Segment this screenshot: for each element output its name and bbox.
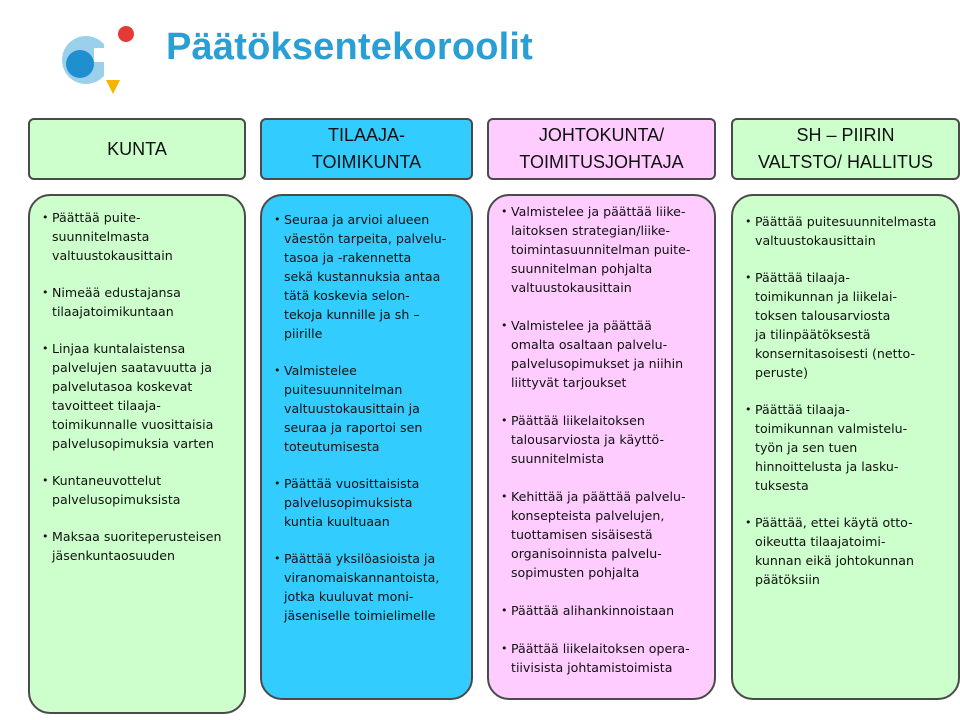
list-item: • Valmistelee ja päättää liike- laitoksen strategian/liike- toimintasuunnitelman puite- suunnitelman pohjalta valtuustokausittain (501, 202, 704, 297)
header-kunta (28, 118, 246, 180)
header-line: JOHTOKUNTA/ (538, 125, 665, 145)
bullet-list (274, 210, 461, 625)
list-item: • Valmistelee puitesuunnitelman valtuustokausittain ja seuraa ja raportoi sen toteutumisesta (274, 361, 461, 456)
list-item: • Päättää puite- suunnitelmasta valtuustokausittain (42, 208, 234, 265)
logo-yellow-triangle (106, 80, 120, 94)
list-item: • Kuntaneuvottelut palvelusopimuksista (42, 471, 234, 509)
list-item: • Päättää yksilöasioista ja viranomaiskannantoista, jotka kuuluvat moni- jäseniselle toimielimelle (274, 549, 461, 625)
list-item: • Valmistelee ja päättää omalta osaltaan palvelu- palvelusopimukset ja niihin liittyvät tarjoukset (501, 316, 704, 392)
list-item: • Päättää vuosittaisista palvelusopimuksista kuntia kuultuaan (274, 474, 461, 531)
logo-red-dot (118, 26, 134, 42)
header-line: SH – PIIRIN (796, 125, 895, 145)
header-johtokunta (487, 118, 716, 180)
header-line: TOIMIKUNTA (311, 152, 422, 172)
column-tilaajatoimikunta (260, 194, 473, 700)
header-line: VALTSTO/ HALLITUS (757, 152, 934, 172)
list-item: • Kehittää ja päättää palvelu- konsepteista palvelujen, tuottamisen sisäisestä organisoinnista palvelu- sopimusten pohjalta (501, 487, 704, 582)
organization-logo (60, 22, 156, 98)
list-item: • Päättää puitesuunnitelmasta valtuustokausittain (745, 212, 948, 250)
bullet-list (42, 208, 234, 565)
list-item: • Päättää tilaaja- toimikunnan ja liikelai- toksen talousarviosta ja tilinpäätöksestä konsernitasoisesti (netto- peruste) (745, 268, 948, 382)
header-line: KUNTA (107, 138, 167, 159)
list-item: • Nimeää edustajansa tilaajatoimikuntaan (42, 283, 234, 321)
list-item: • Päättää liikelaitoksen opera- tiivisista johtamistoimista (501, 639, 704, 677)
list-item: • Maksaa suoriteperusteisen jäsenkuntaosuuden (42, 527, 234, 565)
header-tilaajatoimikunta (260, 118, 473, 180)
logo-inner-circle (66, 50, 94, 78)
bullet-list (745, 212, 948, 589)
column-kunta (28, 194, 246, 714)
list-item: • Päättää liikelaitoksen talousarviosta ja käyttö- suunnitelmista (501, 411, 704, 468)
column-sh-piiri (731, 194, 960, 700)
list-item: • Päättää, ettei käytä otto- oikeutta tilaajatoimi- kunnan eikä johtokunnan päätöksiin (745, 513, 948, 589)
list-item: • Seuraa ja arvioi alueen väestön tarpeita, palvelu- tasoa ja -rakennetta sekä kustannuksia antaa tätä koskevia selon- tekoja kunnille ja sh – piirille (274, 210, 461, 343)
page-title: Päätöksentekoroolit (166, 26, 534, 68)
header-line: TOIMITUSJOHTAJA (519, 152, 684, 172)
logo-cross-vertical (104, 36, 118, 76)
bullet-list (501, 202, 704, 677)
column-johtokunta (487, 194, 716, 700)
list-item: • Päättää tilaaja- toimikunnan valmistelu- työn ja sen tuen hinnoittelusta ja lasku- tuksesta (745, 400, 948, 495)
header-line: TILAAJA- (327, 125, 406, 145)
list-item: • Päättää alihankinnoistaan (501, 601, 704, 620)
header-sh-piiri (731, 118, 960, 180)
list-item: • Linjaa kuntalaistensa palvelujen saatavuutta ja palvelutasoa koskevat tavoitteet tilaaja- toimikunnalle vuosittaisia palvelusopimuksia varten (42, 339, 234, 453)
